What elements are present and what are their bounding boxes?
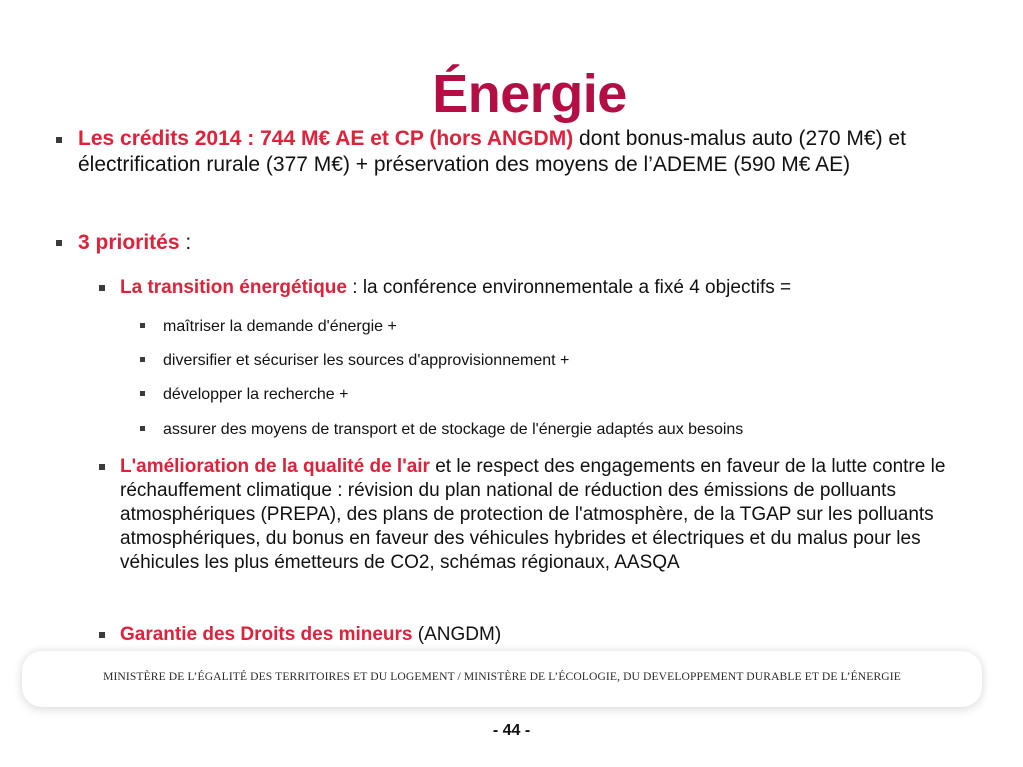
transition-highlight: La transition énergétique	[120, 277, 347, 298]
priorities-highlight: 3 priorités	[78, 231, 180, 254]
bullet-marker	[99, 464, 105, 470]
air-quality-text: et le respect des engagements en faveur de la lutte contre le réchauffement climatique : révision du plan national de réduction des émissions de polluants atmosphériques (PREPA), des plans de protection de l'atmosphère, de la TGAP sur les polluants atmosphériques, du bonus en faveur des véhicules hybrides et électriques et du malus pour les véhicules les plus émetteurs de CO2, schémas régionaux, AASQA	[120, 456, 946, 573]
bullet-marker	[140, 391, 145, 396]
priorities-bullet	[78, 230, 978, 256]
transition-text: : la conférence environnementale a fixé 4 objectifs =	[346, 277, 792, 298]
slide-title: Énergie	[432, 64, 627, 124]
air-quality-highlight: L'amélioration de la qualité de l'air	[120, 456, 430, 477]
objective-item: diversifier et sécuriser les sources d'approvisionnement +	[163, 352, 570, 369]
bullet-marker	[99, 632, 105, 638]
objective-item: assurer des moyens de transport et de stockage de l'énergie adaptés aux besoins	[163, 421, 744, 438]
mineurs-bullet	[120, 623, 970, 647]
bullet-marker	[140, 357, 145, 362]
mineurs-highlight: Garantie des Droits des mineurs	[120, 624, 413, 645]
air-quality-bullet	[120, 455, 970, 575]
mineurs-text: (ANGDM)	[412, 624, 502, 645]
credits-highlight: Les crédits 2014 : 744 M€ AE et CP (hors ANGDM)	[78, 127, 574, 150]
bullet-marker	[99, 285, 105, 291]
transition-bullet	[120, 276, 970, 300]
ministry-footer: MINISTÈRE DE L’ÉGALITÉ DES TERRITOIRES ET DU LOGEMENT / MINISTÈRE DE L’ÉCOLOGIE, DU DEVELOPPEMENT DURABLE ET DE L’ÉNERGIE	[103, 670, 901, 683]
credits-text: dont bonus-malus auto (270 M€) et électrification rurale (377 M€) + préservation des moyens de l’ADEME (590 M€ AE)	[78, 127, 906, 176]
bullet-marker	[140, 426, 145, 431]
bullet-marker	[56, 137, 62, 143]
credits-bullet	[78, 126, 978, 178]
objective-item: maîtriser la demande d'énergie +	[163, 318, 397, 335]
bullet-marker	[56, 240, 62, 246]
objective-item: développer la recherche +	[163, 386, 349, 403]
page-number: - 44 -	[492, 722, 531, 739]
bullet-marker	[140, 323, 145, 328]
priorities-text: :	[179, 231, 192, 254]
